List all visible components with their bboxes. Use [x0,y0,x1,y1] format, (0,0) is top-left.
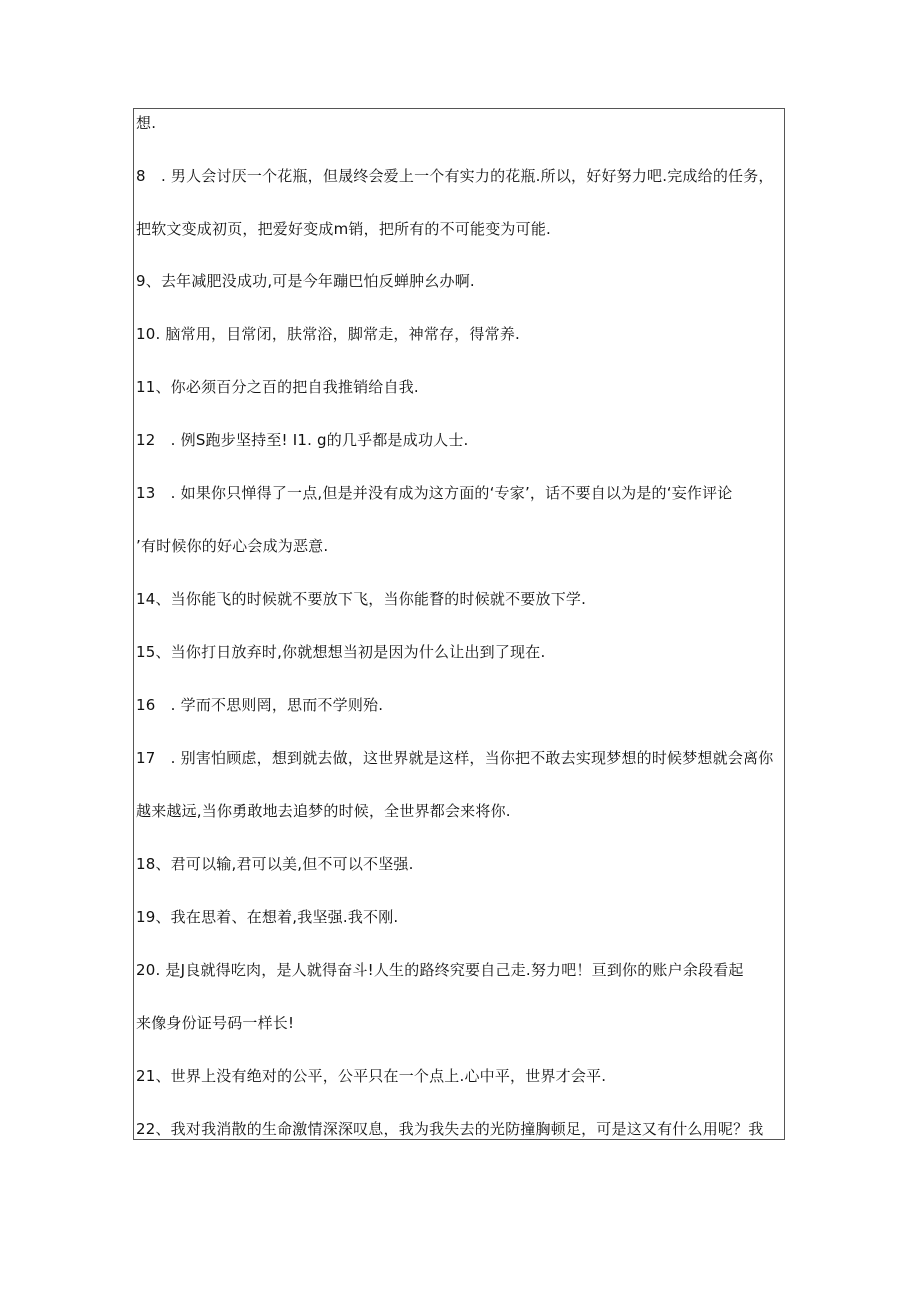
text-line: 22、我对我消散的生命激情深深叹息，我为我失去的光防撞胸顿足，可是这又有什么用呢？我 [136,1120,764,1138]
text-line: 11、你必须百分之百的把自我推销给自我. [136,378,419,396]
text-line: 15、当你打日放弃时,你就想想当初是因为什么让出到了现在. [136,643,546,661]
text-line: 10. 脑常用，目常闭，肤常浴，脚常走，神常存，得常养. [136,325,520,343]
text-line: 来像身份证号码一样长! [136,1014,295,1032]
text-line: 16 . 学而不思则罔，思而不学则殆. [136,696,384,714]
text-line: 13 . 如果你只惮得了一点,但是并没有成为这方面的‘专家’，话不要自以为是的‘妄作评论 [136,484,733,502]
text-line: ’有时候你的好心会成为恶意. [136,537,329,555]
text-line: 17 . 别害怕顾虑，想到就去做，这世界就是这样，当你把不敢去实现梦想的时候梦想就会离你 [136,749,774,767]
text-line: 越来越远,当你勇敢地去追梦的时候，全世界都会来将你. [136,802,511,820]
text-line: 9、去年减肥没成功,可是今年蹦巴怕反蝉肿幺办啊. [136,272,475,290]
text-line: 21、世界上没有绝对的公平，公平只在一个点上.心中平，世界才会平. [136,1067,607,1085]
text-frame [133,108,785,1140]
text-line: 18、君可以输,君可以美,但不可以不坚强. [136,855,414,873]
text-line: 14、当你能飞的时候就不要放下飞，当你能瞀的时候就不要放下学. [136,590,587,608]
text-line: 把软文变成初页，把爱好变成m销，把所有的不可能变为可能. [136,220,551,238]
text-line: 19、我在思着、在想着,我坚强.我不刚. [136,908,399,926]
text-line: 12 . 例S跑步坚持至! I1. g的几乎都是成功人士. [136,431,469,449]
text-line: 8 . 男人会讨厌一个花瓶，但晟终会爱上一个有实力的花瓶.所以，好好努力吧.完成给的任务， [136,167,774,185]
text-line: 20. 是J良就得吃肉，是人就得奋斗!人生的路终究要自己走.努力吧！亘到你的账户余段看起 [136,961,744,979]
text-line: 想. [136,114,157,132]
